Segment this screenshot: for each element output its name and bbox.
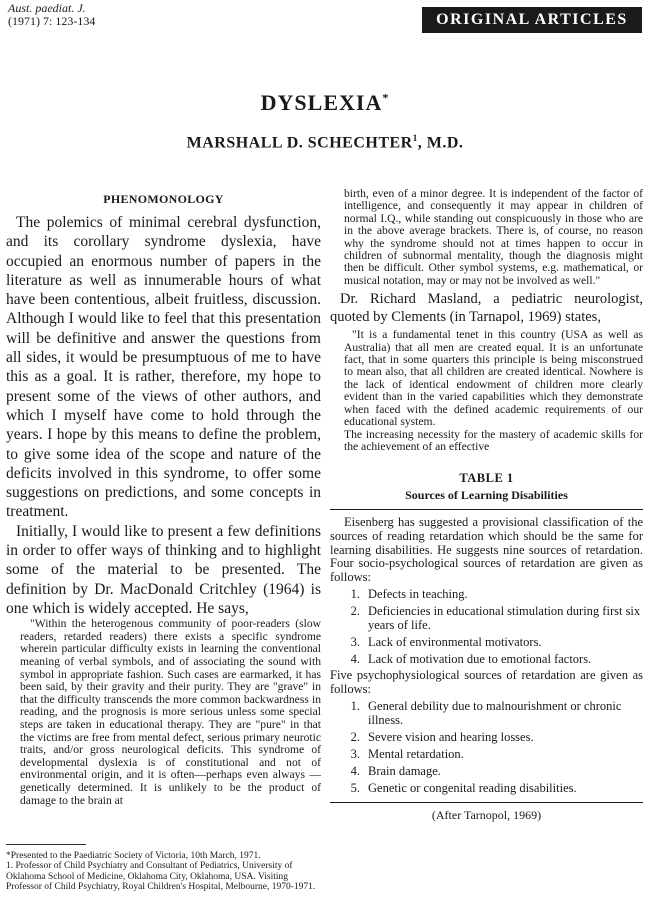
item-number: 2. (350, 730, 360, 745)
list-item (330, 730, 643, 744)
item-number: 5. (350, 781, 360, 796)
footnote-one: 1. Professor of Child Psychiatry and Consultant of Pediatrics, University of Oklahoma School of Medicine, Oklahoma City, Oklahoma, USA. Visiting Professor of Child Psychiatry, Royal Children's Hospital, Melbourne, 1970-1971. (6, 861, 316, 892)
socio-list (330, 587, 643, 666)
list-item (330, 587, 643, 601)
citation: (1971) 7: 123-134 (8, 14, 96, 28)
table-subtitle: Sources of Learning Disabilities (405, 488, 568, 503)
table-box (330, 509, 643, 803)
list-item (330, 604, 643, 632)
item-text: Mental retardation. (368, 747, 464, 762)
list-item (330, 764, 643, 778)
item-text: Genetic or congenital reading disabilities. (368, 781, 577, 796)
table-intro: Eisenberg has suggested a provisional classification of the sources of reading retardation which should be the same for learning disabilities. He suggests nine sources of retardation. Four socio-psychological sources of retardation are given as follows: (330, 515, 643, 584)
table-source: (After Tarnopol, 1969) (431, 808, 542, 823)
journal-citation (8, 2, 95, 28)
item-number: 1. (350, 699, 360, 714)
item-text: General debility due to malnourishment or chronic illness. (368, 699, 622, 728)
item-text: Deficiencies in educational stimulation during first six years of life. (368, 604, 641, 633)
author-line (0, 133, 650, 152)
item-number: 3. (350, 747, 360, 762)
item-text: Lack of motivation due to emotional factors. (368, 652, 592, 667)
masland-quote-continued: The increasing necessity for the mastery of academic skills for the achievement of an effective (344, 427, 643, 453)
item-number: 1. (350, 587, 360, 602)
item-number: 2. (350, 604, 360, 619)
journal-name: Aust. paediat. J. (8, 1, 86, 15)
item-number: 4. (350, 652, 360, 667)
intro-paragraph: The polemics of minimal cerebral dysfunction, and its corollary syndrome dyslexia, have occupied an enormous number of papers in the literature as well as innumerable hours of what have been contentious, albeit fruitless, discussion. Although I would like to feel that this presentation will be definitive and answer the questions from all sides, it would be presumptuous of me to have this as a goal. It is rather, therefore, my hope to present some of the views of other authors, and which I myself have come to hold through the years. I hope by this means to define the problem, to give some idea of the scope and nature of the deficits involved in this syndrome, to offer some suggestions on predictions, and some concepts in treatment. (6, 214, 321, 521)
masland-quote: "It is a fundamental tenet in this country (USA as well as Australia) that all men are created equal. It is an unfortunate fact, that in some quarters this principle is being misconstrued to mean also, that all children are created identical. Nowhere is the lack of identical endowment of children more clearly evident than in the varied capabilities which they demonstrate when faced with the defined academic requirements of our educational system. (344, 328, 643, 429)
masland-paragraph: Dr. Richard Masland, a pediatric neurologist, quoted by Clements (in Tarnapol, 1969) states, (330, 291, 643, 326)
section-banner: ORIGINAL ARTICLES (422, 7, 642, 33)
list-item (330, 747, 643, 761)
footnotes (6, 851, 321, 892)
title-footnote-mark: * (382, 90, 390, 105)
footnote-divider (6, 844, 86, 845)
author-footnote-mark: 1 (412, 133, 418, 143)
list-item (330, 652, 643, 666)
psycho-list (330, 699, 643, 795)
list-item (330, 781, 643, 795)
table-mid-text: Five psychophysiological sources of retardation are given as follows: (330, 668, 643, 696)
footnote-star: *Presented to the Paediatric Society of Victoria, 10th March, 1971. (6, 851, 261, 861)
critchley-quote: "Within the heterogenous community of poor-readers (slow readers, retarded readers) there exists a specific syndrome wherein particular difficulty exists in learning the conventional meaning of verbal symbols, and of associating the sound with symbol in appropriate fashion. Such cases are earmarked, it has been said, by their gravity and their purity. They are "grave" in that the difficulty transcends the more common backwardness in reading, and the prognosis is more serious unless some special steps are taken in educational therapy. They are "pure" in that the victims are free from mental defect, serious primary neurotic traits, and/or gross neurological deficits. This syndrome of developmental dyslexia is of constitutional and not of environmental origin, and it is often—perhaps even always — genetically determined. It is unlikely to be the product of damage to the brain at (20, 617, 321, 807)
title-text: DYSLEXIA (260, 90, 383, 115)
author-degree: , M.D. (417, 134, 464, 152)
table-title: TABLE 1 (459, 471, 514, 486)
author-name: MARSHALL D. SCHECHTER (186, 134, 413, 152)
item-text: Defects in teaching. (368, 587, 468, 602)
list-item (330, 699, 643, 727)
item-text: Lack of environmental motivators. (368, 635, 542, 650)
definitions-paragraph: Initially, I would like to present a few definitions in order to offer ways of thinking and to highlight some of the material to be presented. The definition by Dr. MacDonald Critchley (1964) is one which is widely accepted. He says, (6, 522, 321, 617)
item-text: Severe vision and hearing losses. (368, 730, 534, 745)
right-column (330, 188, 643, 823)
left-column (6, 188, 321, 807)
critchley-quote-continued: birth, even of a minor degree. It is independent of the factor of intelligence, and consequently it may appear in children of normal I.Q., while standing out conspicuously in those who are in the above average brackets. There is, of course, no reason why the syndrome should not at times happen to occur in children of subnormal mentality, though the diagnosis might then be difficult. Other symbol systems, e.g. mathematical, or musical notation, may or may not be involved as well." (344, 187, 643, 287)
item-number: 4. (350, 764, 360, 779)
article-title (0, 90, 650, 116)
item-text: Brain damage. (368, 764, 441, 779)
list-item (330, 635, 643, 649)
item-number: 3. (350, 635, 360, 650)
section-heading: PHENOMONOLOGY (103, 192, 224, 206)
